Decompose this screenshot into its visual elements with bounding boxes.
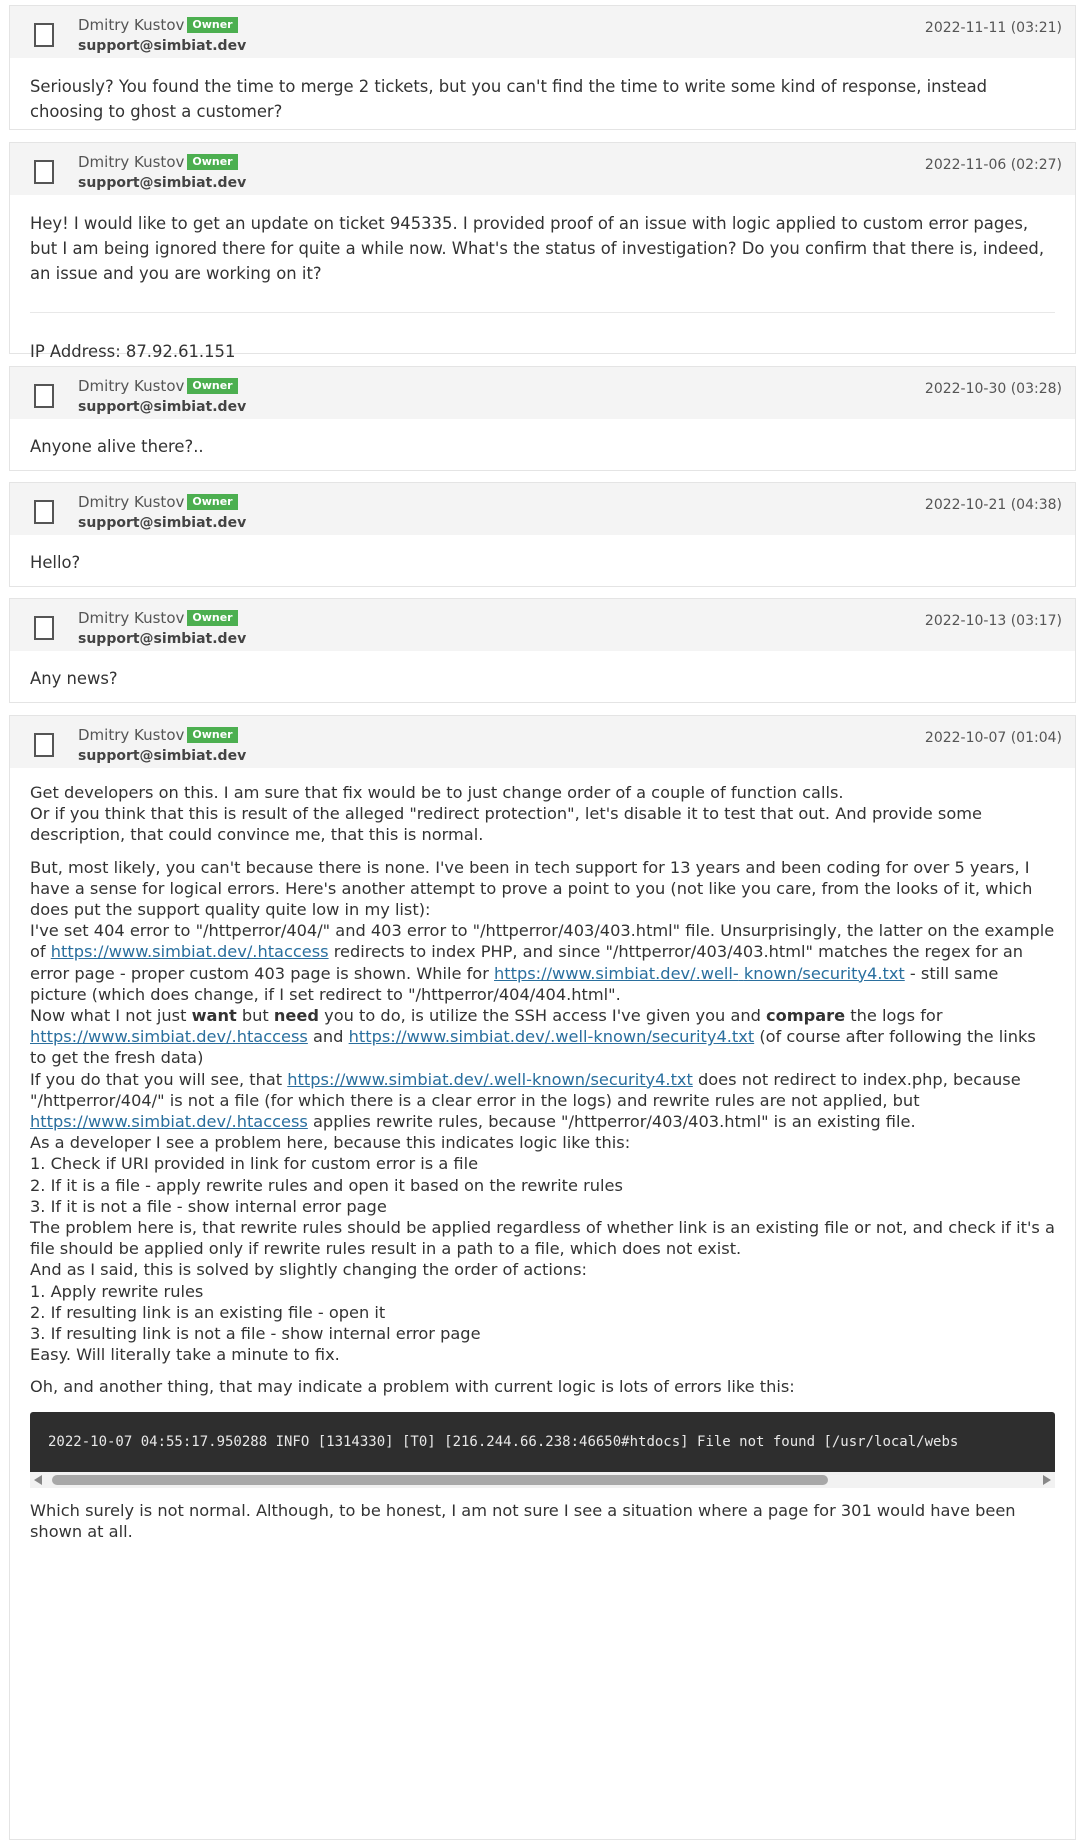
avatar (34, 500, 54, 524)
text: applies rewrite rules, because "/httperror/403/403.html" is an existing file. (307, 1112, 916, 1132)
avatar (34, 160, 54, 184)
emphasis: need (273, 1006, 319, 1026)
owner-badge: Owner (187, 727, 237, 743)
author-email: support@simbiat.dev (78, 175, 247, 191)
reply-header (10, 599, 1075, 651)
reply-body (10, 195, 1075, 380)
paragraph (30, 857, 1055, 1366)
horizontal-scrollbar[interactable] (30, 1472, 1055, 1488)
reply-header (10, 716, 1075, 768)
text: does not redirect to index.php, because "/httperror/404/" is not a file (for which there is a clear error in the logs) and rewrite rules are not applied, but (30, 1069, 1021, 1110)
author-email: support@simbiat.dev (78, 748, 247, 764)
paragraph: Oh, and another thing, that may indicate a problem with current logic is lots of errors like this: (30, 1377, 795, 1397)
reply-text: Any news? (30, 669, 118, 688)
avatar (34, 384, 54, 408)
owner-badge: Owner (187, 378, 237, 394)
reply-body (10, 768, 1075, 1558)
text: The problem here is, that rewrite rules should be applied regardless of whether link is an existing file or not, and check if it's a file should be applied only if rewrite rules result in a path to a file, which does not exist. (30, 1218, 1055, 1259)
author-name (78, 153, 238, 171)
list-item: 1. Apply rewrite rules (30, 1281, 204, 1301)
reply-date: 2022-10-21 (04:38) (924, 497, 1062, 513)
author-name (78, 377, 238, 395)
reply-date: 2022-10-07 (01:04) (924, 730, 1062, 746)
reply-header (10, 143, 1075, 195)
reply-body (10, 419, 1075, 475)
ticket-reply (9, 142, 1076, 361)
text: redirects to index PHP, and since "/httperror/403/403.html" matches the regex for an error page - proper custom 403 page is shown. While for (30, 942, 1024, 983)
text: Get developers on this. I am sure that fix would be to just change order of a couple of function calls. (30, 783, 844, 802)
list-item: 3. If it is not a file - show internal error page (30, 1196, 387, 1216)
text: and (307, 1027, 349, 1047)
list-item: 3. If resulting link is not a file - show internal error page (30, 1324, 481, 1344)
paragraph: Which surely is not normal. Although, to be honest, I am not sure I see a situation where a page for 301 would have been shown at all. (30, 1500, 1016, 1541)
reply-date: 2022-11-11 (03:21) (924, 20, 1062, 36)
author-email: support@simbiat.dev (78, 38, 247, 54)
emphasis: compare (766, 1006, 846, 1026)
htaccess-link[interactable]: https://www.simbiat.dev/.htaccess (30, 1112, 308, 1132)
author-email: support@simbiat.dev (78, 631, 247, 647)
code-block (30, 1412, 1055, 1488)
scroll-left-arrow-icon[interactable] (34, 1475, 42, 1485)
reply-body (10, 651, 1075, 707)
avatar (34, 616, 54, 640)
list-item: 1. Check if URI provided in link for custom error is a file (30, 1154, 479, 1174)
author-name-text: Dmitry Kustov (78, 609, 185, 627)
text: I've set 404 error to "/httperror/404/" and 403 error to "/httperror/403/403.html" file. Unsurprisingly, the latter on the example of (30, 921, 1055, 962)
text: the logs for (845, 1006, 943, 1026)
reply-text: Seriously? You found the time to merge 2 tickets, but you can't find the time to write some kind of response, instead choosing to ghost a customer? (30, 77, 988, 121)
author-name-text: Dmitry Kustov (78, 377, 185, 395)
text: (of course after following the links to get the fresh data) (30, 1027, 1036, 1068)
security-link[interactable]: https://www.simbiat.dev/.well-known/security4.txt (287, 1069, 693, 1089)
owner-badge: Owner (187, 154, 237, 170)
text: you to do, is utilize the SSH access I've given you and (318, 1006, 767, 1026)
reply-date: 2022-10-13 (03:17) (924, 613, 1062, 629)
avatar (34, 23, 54, 47)
reply-header (10, 6, 1075, 58)
author-name (78, 726, 238, 744)
security-link[interactable]: https://www.simbiat.dev/.well-known/security4.txt (348, 1027, 755, 1047)
ip-address: IP Address: 87.92.61.151 (30, 342, 236, 361)
author-name-text: Dmitry Kustov (78, 726, 185, 744)
text: Now what I not just (30, 1006, 192, 1026)
author-name-text: Dmitry Kustov (78, 16, 185, 34)
reply-date: 2022-11-06 (02:27) (924, 157, 1062, 173)
author-name-text: Dmitry Kustov (78, 493, 185, 511)
security-link[interactable] (494, 964, 905, 983)
text: Easy. Will literally take a minute to fix. (30, 1345, 340, 1365)
scroll-thumb[interactable] (52, 1475, 828, 1485)
reply-body (10, 58, 1075, 140)
ticket-reply (9, 366, 1076, 471)
text: If you do that you will see, that (30, 1069, 288, 1089)
author-email: support@simbiat.dev (78, 515, 247, 531)
ticket-reply (9, 5, 1076, 130)
author-name-text: Dmitry Kustov (78, 153, 185, 171)
avatar (34, 733, 54, 757)
ticket-reply (9, 482, 1076, 587)
list-item: 2. If it is a file - apply rewrite rules and open it based on the rewrite rules (30, 1175, 623, 1195)
text: - still same picture (which does change, if I set redirect to "/httperror/404/404.html". (30, 963, 999, 1004)
reply-header (10, 367, 1075, 419)
emphasis: want (191, 1006, 237, 1026)
text: But, most likely, you can't because there is none. I've been in tech support for 13 years and been coding for over 5 years, I have a sense for logical errors. Here's another attempt to prove a point to you (not like you care, from the looks of it, which does put the support quality quite low in my list): (30, 857, 1033, 920)
text: And as I said, this is solved by slightly changing the order of actions: (30, 1260, 587, 1280)
reply-header (10, 483, 1075, 535)
ticket-reply (9, 598, 1076, 703)
author-name (78, 609, 238, 627)
htaccess-link[interactable]: https://www.simbiat.dev/.htaccess (30, 1027, 308, 1047)
reply-text: Anyone alive there?.. (30, 437, 204, 456)
text: Or if you think that this is result of the alleged "redirect protection", let's disable it to test that out. And provide some description, that could convince me, that this is normal. (30, 804, 982, 845)
link-part: https://www.simbiat.dev/.well- (494, 963, 739, 983)
reply-text: Hello? (30, 553, 81, 572)
divider (30, 312, 1055, 313)
log-line: 2022-10-07 04:55:17.950288 INFO [1314330] [T0] [216.244.66.238:46650#htdocs] File not found [/usr/local/webs (30, 1412, 1055, 1472)
owner-badge: Owner (187, 610, 237, 626)
paragraph (30, 782, 1055, 846)
list-item: 2. If resulting link is an existing file - open it (30, 1302, 386, 1322)
author-name (78, 493, 238, 511)
owner-badge: Owner (187, 494, 237, 510)
owner-badge: Owner (187, 17, 237, 33)
reply-date: 2022-10-30 (03:28) (924, 381, 1062, 397)
author-name (78, 16, 238, 34)
reply-body (10, 535, 1075, 591)
link-part: known/security4.txt (743, 963, 905, 983)
htaccess-link[interactable]: https://www.simbiat.dev/.htaccess (50, 942, 329, 962)
author-email: support@simbiat.dev (78, 399, 247, 415)
ticket-reply (9, 715, 1076, 1840)
reply-text: Hey! I would like to get an update on ticket 945335. I provided proof of an issue with logic applied to custom error pages, but I am being ignored there for quite a while now. What's the status of investigation? Do you confirm that there is, indeed, an issue and you are working on it? (30, 214, 1045, 283)
scroll-right-arrow-icon[interactable] (1043, 1475, 1051, 1485)
text: but (236, 1006, 274, 1026)
text: As a developer I see a problem here, because this indicates logic like this: (30, 1133, 631, 1153)
